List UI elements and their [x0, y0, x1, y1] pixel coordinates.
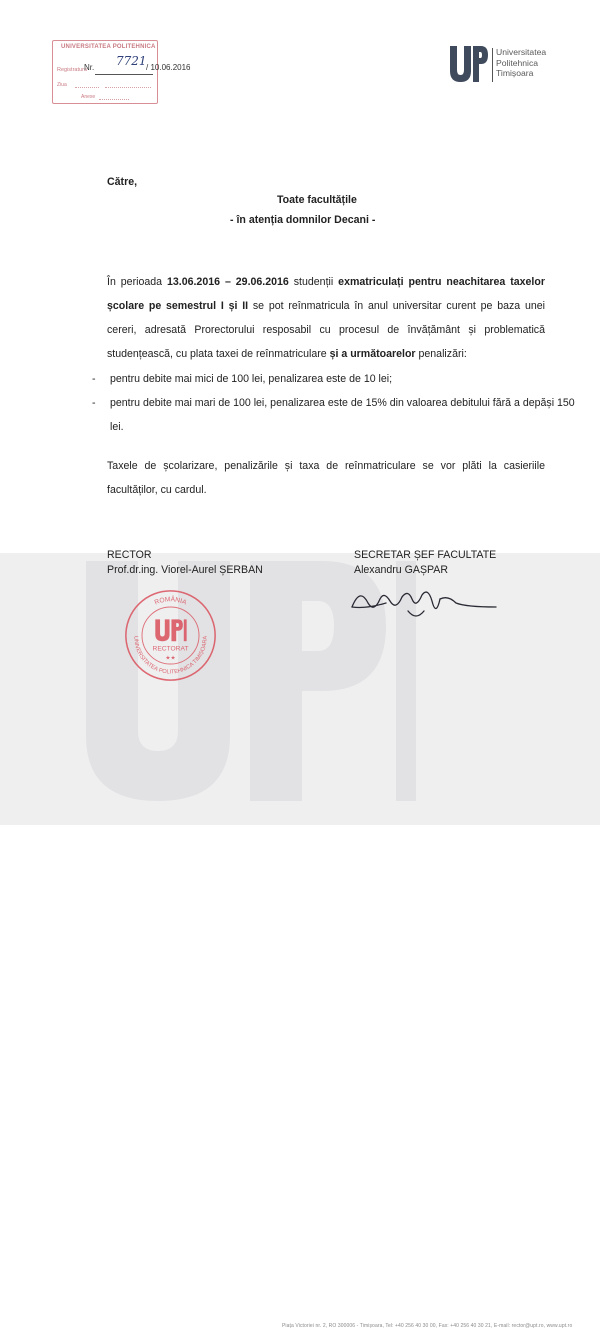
expelled-students-text: exmatriculați pentru neachitarea taxelor școlare pe semestrul I și II — [107, 276, 545, 312]
rectorate-seal — [123, 588, 218, 683]
footer-address: Piața Victoriei nr. 2, RO 300006 - Timișoara, Tel: +40 256 40 30 00, Fax: +40 256 40 30 21, E-mail: rector@upt.ro, www.upt.ro — [282, 1323, 573, 1329]
university-name — [496, 47, 546, 79]
bullet: - — [92, 373, 96, 385]
period-dates: 13.06.2016 – 29.06.2016 — [166, 276, 289, 288]
svg-text:ROMÂNIA — [154, 594, 188, 607]
seal-ring-text: UNIVERSITATEA POLITEHNICA TIMIȘOARA — [132, 635, 209, 676]
university-logo — [450, 46, 590, 82]
paragraph-text: studenții — [288, 276, 339, 288]
list-item-text: pentru debite mai mici de 100 lei, penalizarea este de 10 lei; — [110, 373, 393, 385]
upt-logo-icon — [450, 46, 488, 82]
registration-date: / 10.06.2016 — [146, 63, 191, 72]
bullet: - — [92, 397, 96, 409]
list-item-text: pentru debite mai mari de 100 lei, penalizarea este de 15% din valoarea debitului fără a depăși 150 — [110, 397, 575, 409]
paragraph-text: se pot reînmatricula în anul universitar curent pe baza unei cereri, adresată Prorectorului resposabil cu procesul de învățământ și problematică studențească, cu plata taxei de reînmatriculare — [107, 300, 545, 360]
university-name-line: Timișoara — [496, 68, 534, 78]
university-name-line: Universitatea — [496, 47, 547, 57]
handwritten-signature — [346, 577, 498, 627]
paragraph-main — [107, 270, 545, 366]
registry-university: UNIVERSITATEA POLITEHNICA — [61, 44, 156, 50]
seal-center-text: RECTORAT — [152, 645, 189, 653]
seal-text-top: ROMÂNIA — [153, 596, 188, 607]
university-name-line: Politehnica — [496, 57, 539, 68]
logo-divider — [492, 48, 493, 82]
nr-underline — [95, 74, 153, 75]
seal-stars: ★★ — [165, 655, 176, 662]
registry-annex-label: Anexe — [81, 94, 96, 100]
rector-name: Prof.dr.ing. Viorel-Aurel ȘERBAN — [107, 564, 263, 576]
paragraph-payment: Taxele de școlarizare, penalizările și taxa de reînmatriculare se vor plăti la casieriile facultăților, cu cardul. — [107, 460, 545, 496]
footer-band — [0, 553, 600, 1329]
following-text: și a următoarelor — [329, 348, 416, 360]
nr-label: Nr. — [84, 63, 95, 72]
nr-value: 7721 — [116, 54, 147, 68]
registry-dotted-line — [75, 87, 99, 88]
list-item-continuation: lei. — [110, 421, 124, 433]
paragraph-text: penalizări: — [415, 348, 467, 360]
rector-title: RECTOR — [107, 549, 152, 561]
salutation: Către, — [107, 176, 138, 188]
registry-label: Registratura — [57, 67, 87, 73]
recipient-line-1: Toate facultățile — [277, 194, 357, 206]
registry-day-label: Ziua — [57, 82, 67, 88]
paragraph-text: În perioada — [107, 276, 167, 288]
registry-dotted-line — [99, 99, 129, 100]
registry-stamp — [52, 40, 158, 104]
secretary-name: Alexandru GAȘPAR — [354, 564, 449, 576]
secretary-title: SECRETAR ȘEF FACULTATE — [354, 549, 497, 561]
recipient-line-2: - în atenția domnilor Decani - — [230, 214, 376, 226]
registry-dotted-line — [105, 87, 151, 88]
